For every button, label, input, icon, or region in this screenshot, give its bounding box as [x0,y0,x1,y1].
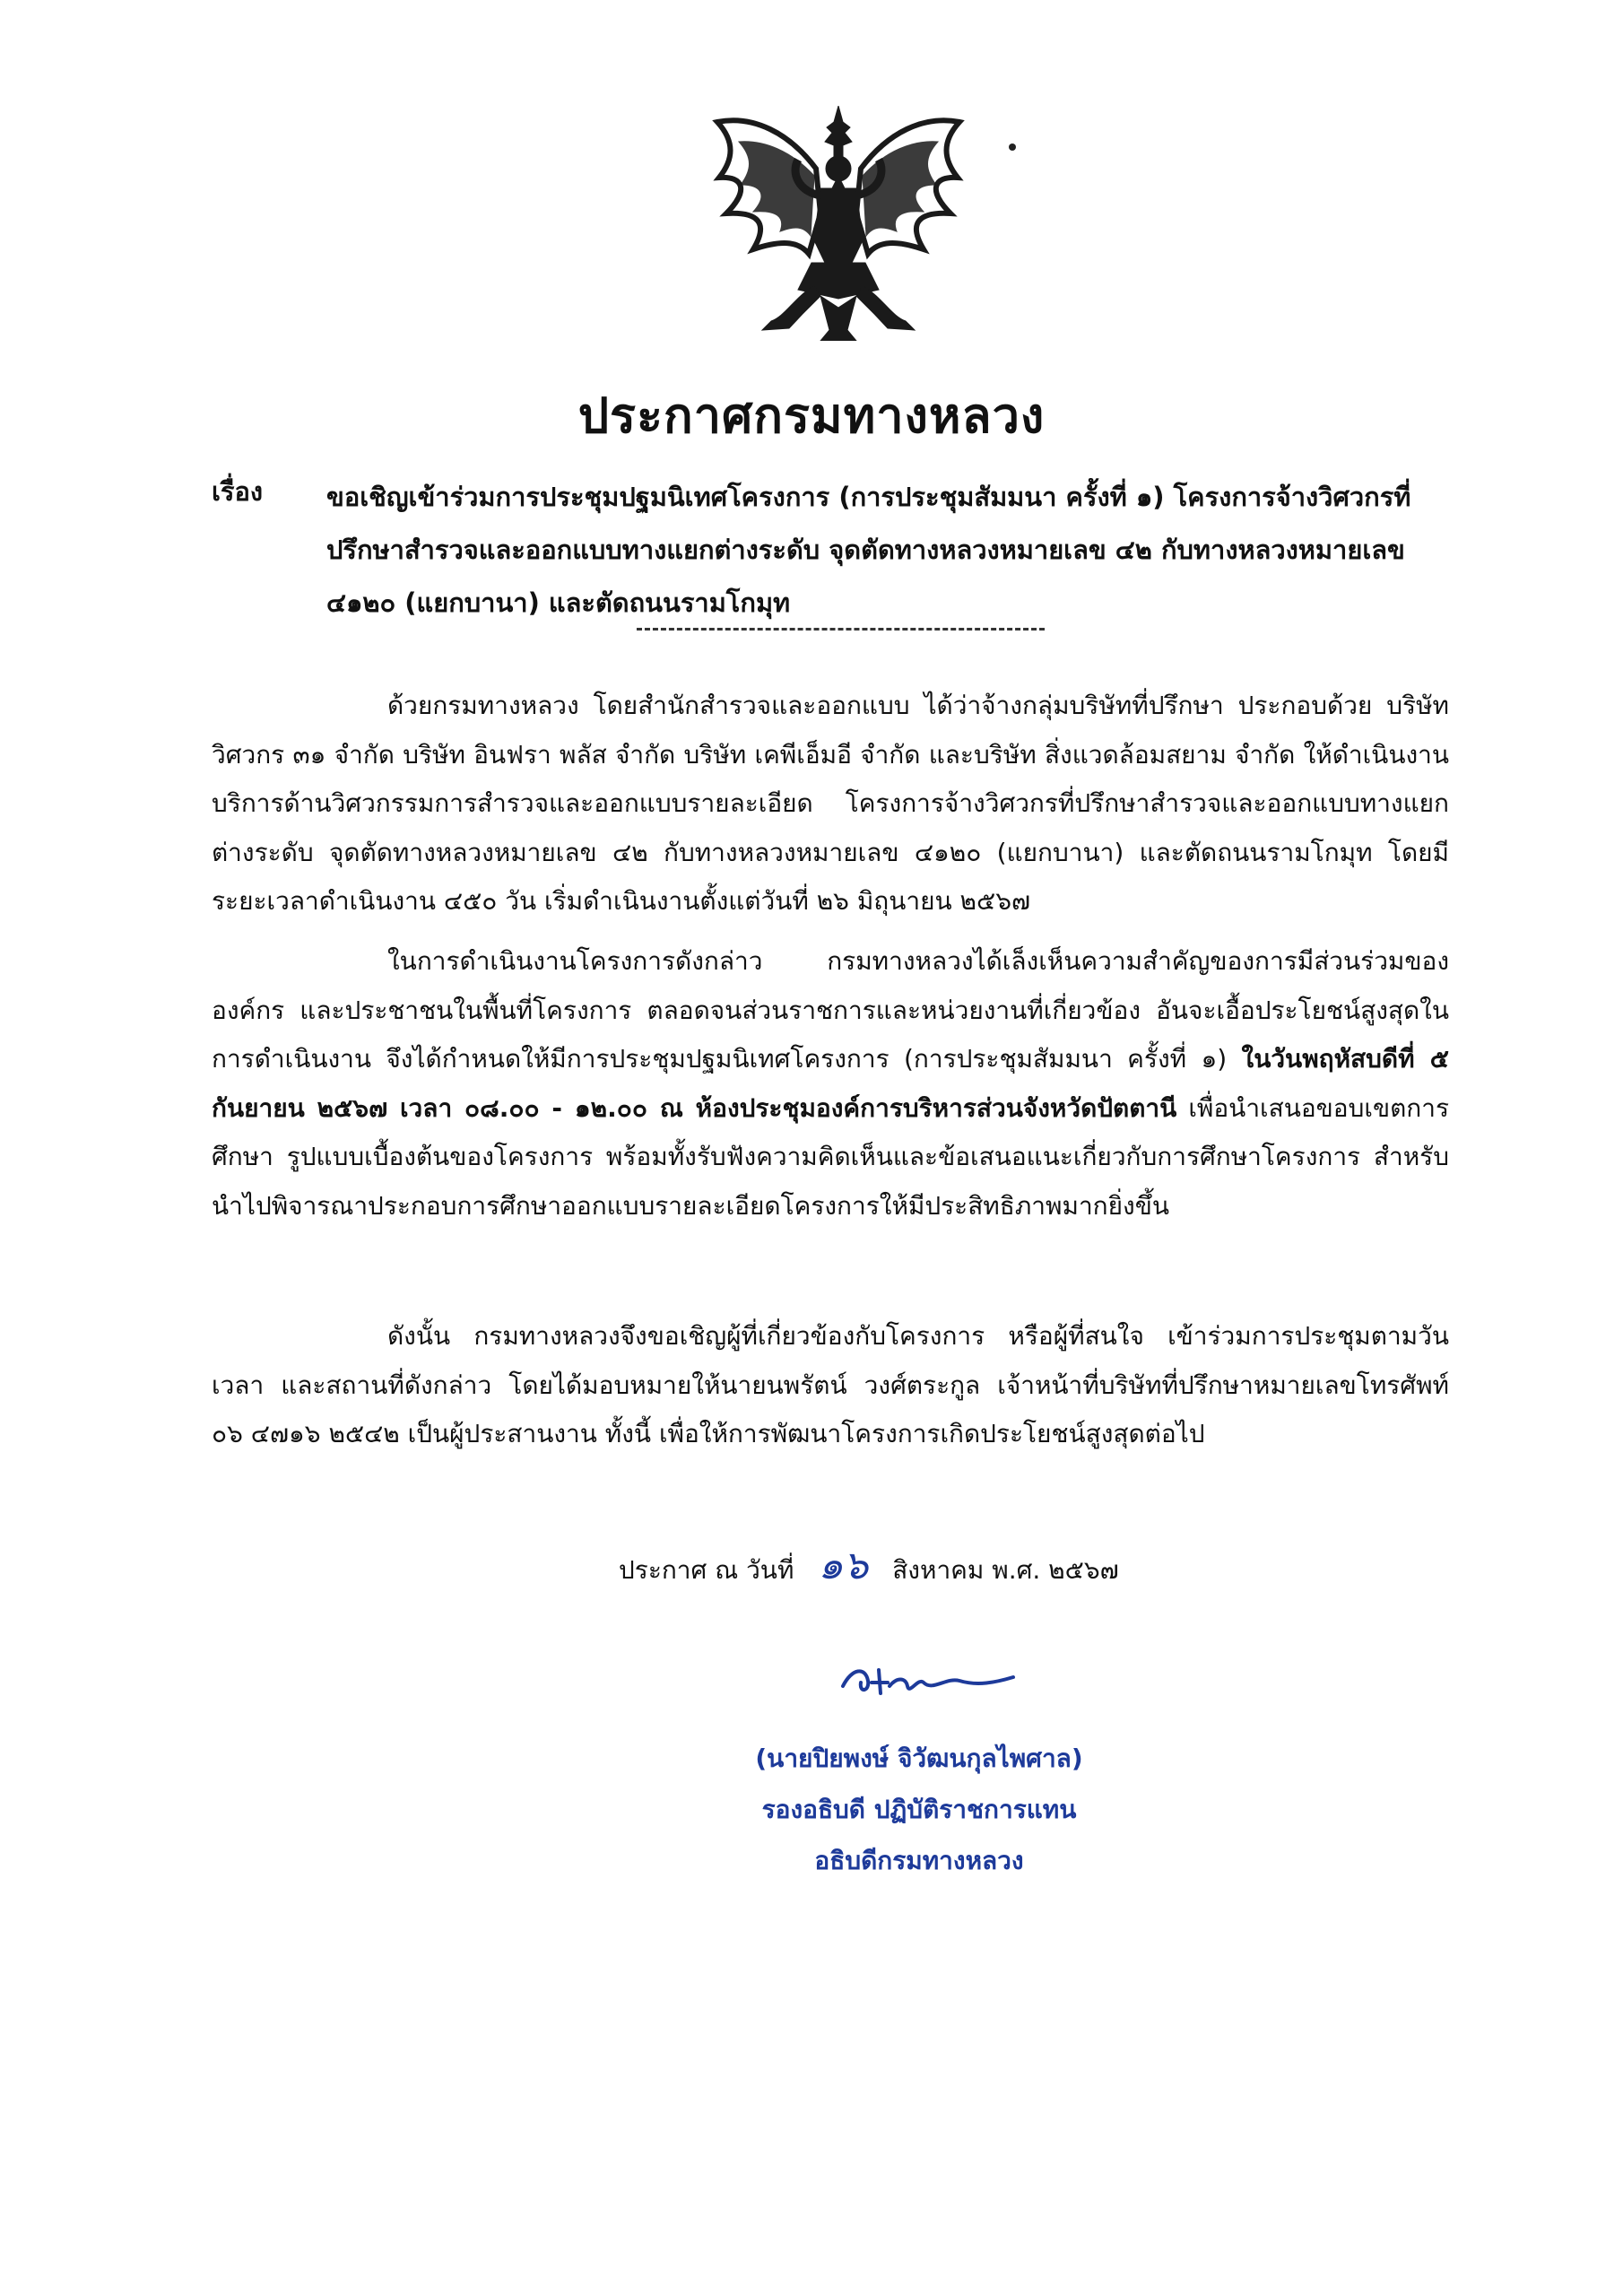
date-day-handwritten: ๑๖ [818,1543,869,1588]
divider [637,628,1045,631]
meeting-datetime-venue: ในวันพฤหัสบดีที่ ๕ กันยายน ๒๕๖๗ เวลา ๐๘.๐๐ - ๑๒.๐๐ ณ ห้องประชุมองค์การบริหารส่วนจังหวัดปัตตานี [212,1044,1449,1123]
decorative-dot [1009,144,1016,151]
paragraph-2 [212,937,1449,1231]
paragraph-1-text: ด้วยกรมทางหลวง โดยสำนักสำรวจและออกแบบ ได้ว่าจ้างกลุ่มบริษัทที่ปรึกษา ประกอบด้วย บริษัท วิศวกร ๓๑ จำกัด บริษัท อินฟรา พลัส จำกัด บริษัท เคพีเอ็มอี จำกัด และบริษัท สิ่งแวดล้อมสยาม จำกัด ให้ดำเนินงานบริการด้านวิศวกรรมการสำรวจและออกแบบรายละเอียด โครงการจ้างวิศวกรที่ปรึกษาสำรวจและออกแบบทางแยกต่างระดับ จุดตัดทางหลวงหมายเลข ๔๒ กับทางหลวงหมายเลข ๔๑๒๐ (แยกบานา) และตัดถนนรามโกมุท โดยมีระยะเวลาดำเนินงาน ๔๕๐ วัน เริ่มดำเนินงานตั้งแต่วันที่ ๒๖ มิถุนายน ๒๕๖๗ [212,691,1449,916]
subject-label: เรื่อง [212,476,264,507]
paragraph-2-intro: ในการดำเนินงานโครงการดังกล่าว กรมทางหลวงได้เล็งเห็นความสำคัญของการมีส่วนร่วมขององค์กร และประชาชนในพื้นที่โครงการ ตลอดจนส่วนราชการและหน่วยงานที่เกี่ยวข้อง อันจะเอื้อประโยชน์สูงสุดในการดำเนินงาน จึงได้กำหนดให้มีการประชุมปฐมนิเทศโครงการ (การประชุมสัมมนา ครั้งที่ ๑) [212,946,1449,1074]
handwritten-signature-icon [834,1650,1022,1713]
paragraph-3 [212,1312,1449,1459]
signatory-authority: อธิบดีกรมทางหลวง [814,1846,1024,1875]
subject-text: ขอเชิญเข้าร่วมการประชุมปฐมนิเทศโครงการ (การประชุมสัมมนา ครั้งที่ ๑) โครงการจ้างวิศวกรที่ปรึกษาสำรวจและออกแบบทางแยกต่างระดับ จุดตัดทางหลวงหมายเลข ๔๒ กับทางหลวงหมายเลข ๔๑๒๐ (แยกบานา) และตัดถนนรามโกมุท [326,482,1411,618]
date-prefix: ประกาศ ณ วันที่ [619,1555,794,1585]
paragraph-1 [212,682,1449,926]
signatory-block [708,1733,1130,1886]
garuda-emblem-icon [708,106,968,341]
signatory-position: รองอธิบดี ปฏิบัติราชการแทน [761,1795,1077,1824]
announcement-title: ประกาศกรมทางหลวง [577,387,1046,444]
paragraph-3-text: ดังนั้น กรมทางหลวงจึงขอเชิญผู้ที่เกี่ยวข้องกับโครงการ หรือผู้ที่สนใจ เข้าร่วมการประชุมตามวัน เวลา และสถานที่ดังกล่าว โดยได้มอบหมายให้นายนพรัตน์ วงศ์ตระกูล เจ้าหน้าที่บริษัทที่ปรึกษาหมายเลขโทรศัพท์ ๐๖ ๔๗๑๖ ๒๕๔๒ เป็นผู้ประสานงาน ทั้งนี้ เพื่อให้การพัฒนาโครงการเกิดประโยชน์สูงสุดต่อไป [212,1321,1449,1448]
paragraph-2-text [212,937,1449,1231]
date-month-year: สิงหาคม พ.ศ. ๒๕๖๗ [892,1555,1119,1585]
signatory-name: (นายปิยพงษ์ จิวัฒนกุลไพศาล) [755,1744,1083,1773]
announcement-date [619,1534,1119,1596]
paragraph-2-purpose: เพื่อนำเสนอขอบเขตการศึกษา รูปแบบเบื้องต้นของโครงการ พร้อมทั้งรับฟังความคิดเห็นและข้อเสนอแนะเกี่ยวกับการศึกษาโครงการ สำหรับนำไปพิจารณาประกอบการศึกษาออกแบบรายละเอียดโครงการให้มีประสิทธิภาพมากยิ่งขึ้น [212,1092,1449,1221]
